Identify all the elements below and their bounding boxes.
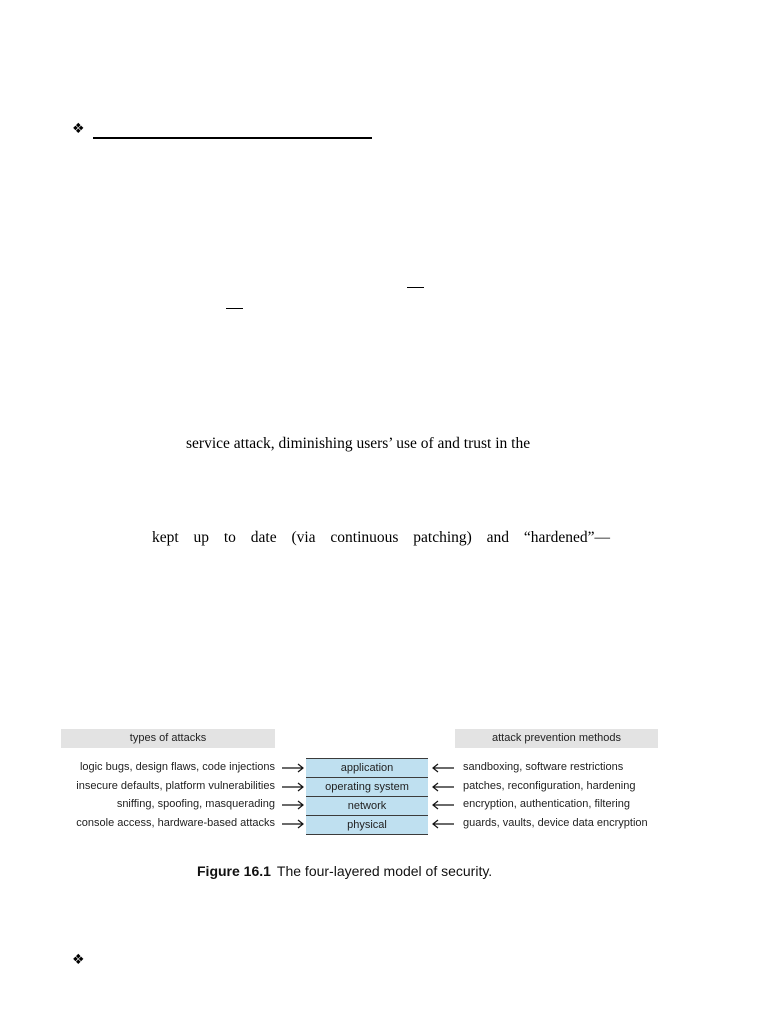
diamond-bullet-icon: ❖ bbox=[72, 121, 85, 137]
attack-label: insecure defaults, platform vulnerabilities bbox=[76, 780, 275, 792]
layer-network: network bbox=[306, 796, 428, 815]
attack-label: console access, hardware-based attacks bbox=[76, 817, 275, 829]
layer-physical: physical bbox=[306, 815, 428, 835]
prevention-label: sandboxing, software restrictions bbox=[463, 761, 624, 773]
word: continuous bbox=[330, 529, 399, 546]
em-dash bbox=[226, 308, 243, 309]
caption-label: Figure 16.1 bbox=[197, 863, 271, 879]
attack-label: logic bugs, design flaws, code injections bbox=[79, 761, 275, 773]
body-text-line: service attack, diminishing users’ use of and trust in the bbox=[186, 435, 531, 452]
word: to bbox=[223, 529, 236, 546]
figure-caption bbox=[197, 863, 492, 879]
word: and bbox=[486, 529, 510, 546]
word: “hardened”— bbox=[523, 529, 610, 546]
prevention-label: patches, reconfiguration, hardening bbox=[463, 780, 636, 792]
diamond-bullet-icon: ❖ bbox=[72, 952, 85, 968]
heading-underline bbox=[93, 137, 372, 139]
right-header: attack prevention methods bbox=[455, 729, 658, 748]
prevention-label: guards, vaults, device data encryption bbox=[463, 817, 648, 829]
word: (via bbox=[291, 529, 316, 546]
left-header: types of attacks bbox=[61, 729, 275, 748]
attack-label: sniffing, spoofing, masquerading bbox=[116, 798, 275, 810]
layer-operating-system: operating system bbox=[306, 777, 428, 796]
word: up bbox=[193, 529, 210, 546]
layer-application: application bbox=[306, 758, 428, 777]
word: kept bbox=[152, 529, 179, 546]
em-dash bbox=[407, 287, 424, 288]
left-arrows-icon bbox=[430, 758, 456, 838]
prevention-label: encryption, authentication, filtering bbox=[463, 798, 630, 810]
body-text-line bbox=[152, 529, 610, 547]
caption-text: The four-layered model of security. bbox=[276, 863, 493, 879]
right-arrows-icon bbox=[280, 758, 306, 838]
word: patching) bbox=[413, 529, 472, 546]
word: date bbox=[250, 529, 277, 546]
